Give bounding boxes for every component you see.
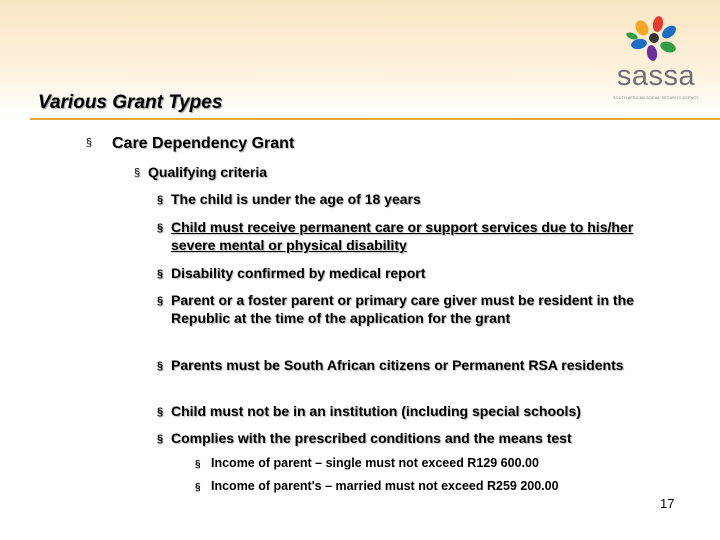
bullet-icon: § (195, 459, 201, 470)
criteria-item (157, 429, 677, 448)
means-test-item (195, 479, 559, 493)
criteria-item (157, 190, 677, 209)
criteria-item (157, 402, 677, 421)
bullet-icon: § (195, 482, 201, 493)
bullet-icon: § (157, 268, 164, 280)
means-test-text: Income of parent's – married must not exceed R259 200.00 (211, 479, 559, 493)
criteria-item (157, 356, 677, 375)
title-divider (30, 118, 720, 120)
criteria-text: Parent or a foster parent or primary care giver must be resident in the Republic at the time of the application for the grant (171, 292, 634, 326)
level1-heading (112, 135, 294, 153)
criteria-text: Parents must be South African citizens or Permanent RSA residents (171, 357, 624, 373)
level2-text: Qualifying criteria (148, 164, 268, 180)
logo-wordmark: sassa (616, 60, 696, 92)
criteria-item (157, 218, 677, 254)
criteria-item (157, 264, 677, 283)
level2-heading (134, 164, 267, 180)
level1-text: Care Dependency Grant (112, 135, 295, 152)
criteria-text: Child must receive permanent care or support services due to his/her severe mental or physical disability (171, 219, 634, 253)
criteria-text: Child must not be in an institution (including special schools) (171, 403, 581, 419)
means-test-text: Income of parent – single must not exceed R129 600.00 (211, 456, 539, 470)
logo-tagline: SOUTH AFRICAN SOCIAL SECURITY AGENCY (613, 96, 699, 100)
criteria-text: Complies with the prescribed conditions and the means test (171, 430, 572, 446)
logo-hands-graphic (625, 16, 678, 62)
bullet-icon: § (157, 360, 164, 372)
page-number: 17 (660, 496, 675, 511)
bullet-icon: § (86, 137, 93, 149)
criteria-item (157, 291, 677, 327)
bullet-icon: § (157, 433, 164, 445)
criteria-text: The child is under the age of 18 years (171, 191, 421, 207)
means-test-item (195, 456, 539, 470)
bullet-icon: § (157, 406, 164, 418)
bullet-icon: § (134, 167, 141, 179)
bullet-icon: § (157, 222, 164, 234)
bullet-icon: § (157, 295, 164, 307)
criteria-text: Disability confirmed by medical report (171, 265, 426, 281)
bullet-icon: § (157, 194, 164, 206)
slide-title: Various Grant Types (38, 92, 223, 113)
